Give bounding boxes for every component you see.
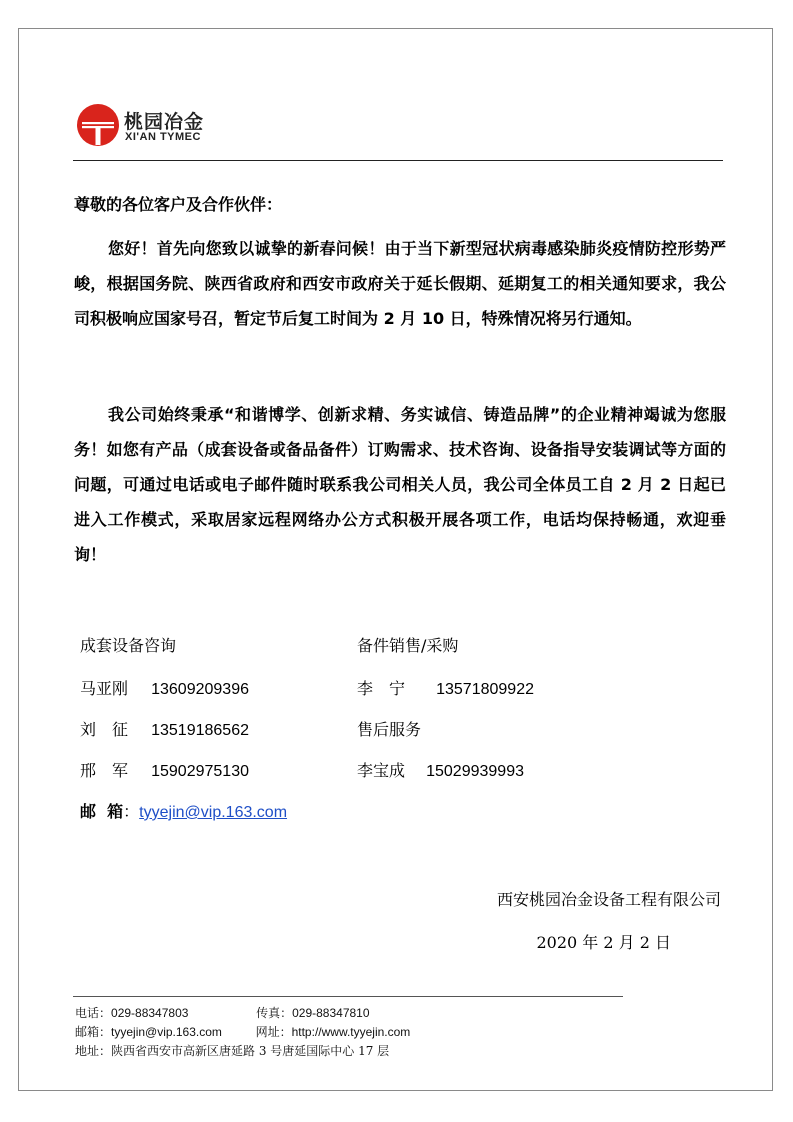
letter-greeting: 尊敬的各位客户及合作伙伴： [74,195,283,214]
equipment-consult-heading: 成套设备咨询 [80,636,177,655]
logo-name-cn: 桃园冶金 [124,111,205,133]
spare-parts-heading: 备件销售/采购 [357,636,459,655]
contact-right-2 [357,758,524,781]
contact-name: 马亚刚 [80,679,129,698]
footer-phone-fax [75,1004,370,1021]
contact-right-1 [357,676,534,699]
contact-name: 李 宁 [357,679,406,698]
after-sales-heading: 售后服务 [357,720,422,739]
signature-company: 西安桃园冶金设备工程有限公司 [496,890,721,909]
signature-date: 2020 年 2 月 2 日 [536,933,671,952]
footer-divider [73,996,623,997]
contact-left-2 [80,717,249,740]
email-row [80,799,287,822]
contact-phone: 13609209396 [151,681,249,698]
contact-left-1 [80,676,249,699]
letter-paragraph-2: 我公司始终秉承“和谐博学、创新求精、务实诚信、铸造品牌”的企业精神竭诚为您服务！如您有产品（成套设备或备品备件）订购需求、技术咨询、设备指导安装调试等方面的问题，可通过电话或电子邮件随时联系我公司相关人员，我公司全体员工自 2 月 2 日起已进入工作模式，采取居家远程网络办公方式积极开展各项工作，电话均保持畅通，欢迎垂询！ [74,405,726,564]
contact-left-3 [80,758,249,781]
footer-tel: 029-88347803 [111,1006,189,1020]
contact-phone: 15029939993 [426,763,524,780]
company-logo [76,103,236,147]
footer-email-web [75,1023,410,1040]
email-label: 邮 箱 [80,802,124,821]
contact-phone: 13571809922 [436,681,534,698]
contact-phone: 15902975130 [151,763,249,780]
header-divider [73,160,723,161]
email-link[interactable]: tyyejin@vip.163.com [139,804,288,821]
footer-web-label: 网址： [255,1025,292,1039]
footer-address [75,1042,389,1059]
contact-name: 邢 军 [80,761,129,780]
logo-name-en: XI'AN TYMEC [125,131,201,143]
footer-email[interactable]: tyyejin@vip.163.com [111,1025,222,1039]
contact-phone: 13519186562 [151,722,249,739]
email-separator: ： [123,802,140,821]
footer-address-value: 陕西省西安市高新区唐延路 3 号唐延国际中心 17 层 [111,1044,390,1058]
footer-fax: 029-88347810 [292,1006,370,1020]
contact-name: 刘 征 [80,720,129,739]
footer-tel-label: 电话： [75,1006,112,1020]
footer-fax-label: 传真： [256,1006,293,1020]
letter-paragraph-1: 您好！首先向您致以诚挚的新春问候！由于当下新型冠状病毒感染肺炎疫情防控形势严峻，根据国务院、陕西省政府和西安市政府关于延长假期、延期复工的相关通知要求，我公司积极响应国家号召，暂定节后复工时间为 2 月 10 日，特殊情况将另行通知。 [74,239,726,328]
footer-web[interactable]: http://www.tyyejin.com [291,1025,411,1039]
footer-address-label: 地址： [75,1044,112,1058]
footer-email-label: 邮箱： [75,1025,112,1039]
logo-mark-icon [76,103,120,147]
contact-name: 李宝成 [357,761,406,780]
